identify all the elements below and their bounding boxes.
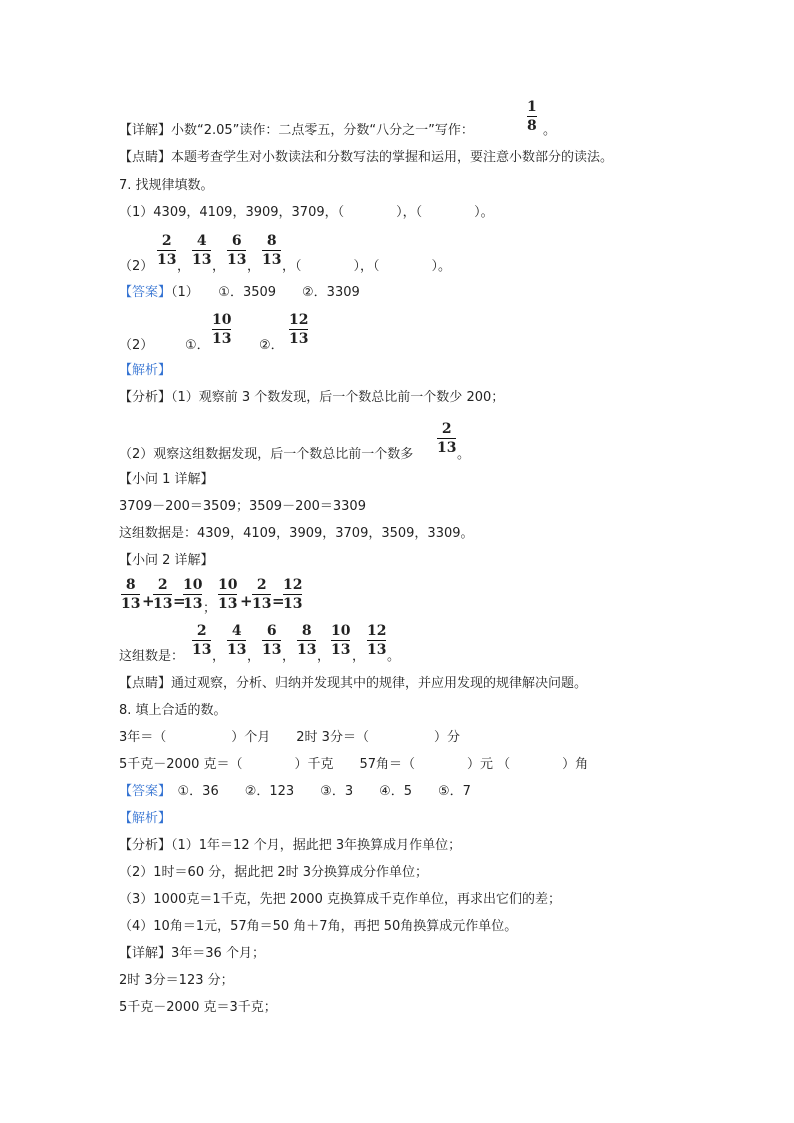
q8-detail-2: 2时 3分＝123 分； [119, 973, 234, 988]
q8-analysis-2: （2）1时＝60 分，据此把 2时 3分换算成分作单位； [119, 865, 429, 880]
q7-part2-tail: ，（ ），（ ）。 [282, 259, 452, 274]
tip-line: 【点睛】本题考查学生对小数读法和分数写法的掌握和运用，要注意小数部分的读法。 [119, 150, 614, 165]
eq-frac-10: 10 13 [183, 577, 203, 612]
answer-circle-2: ②． [259, 338, 284, 353]
q7-answer-frac-10: 10 13 [212, 312, 232, 347]
q7-analysis-2: （2）观察这组数据发现，后一个数总比前一个数多 [119, 447, 414, 462]
detail-line [119, 123, 474, 139]
fraction-1-8: 1 8 [527, 99, 537, 134]
comma: ， [247, 259, 261, 274]
q8-analysis-3: （3）1000克＝1千克，先把 2000 克换算成千克作单位，再求出它们的差； [119, 892, 561, 907]
q7-sub1-label: 【小问 1 详解】 [119, 472, 214, 487]
detail-text: 【详解】小数“2.05”读作：二点零五，分数“八分之一”写作： [119, 123, 474, 138]
result-frac-10: 10 13 [331, 623, 351, 658]
question-7-part1: （1）4309，4109，3909，3709，（ ），（ ）。 [119, 205, 494, 220]
q7-frac-2: 4 13 [192, 233, 212, 268]
q8-analysis-4: （4）10角＝1元，57角＝50 角＋7角，再把 50角换算成元作单位。 [119, 919, 518, 934]
answer-label: 【答案】 [119, 285, 172, 300]
semicolon: ； [203, 601, 217, 616]
result-frac-4: 4 13 [227, 623, 247, 658]
plus-sign: + [240, 592, 253, 610]
q8-detail-1: 【详解】3年＝36 个月； [119, 946, 265, 961]
eq-frac-8: 8 13 [121, 577, 141, 612]
question-8-title: 8. 填上合适的数。 [119, 703, 227, 718]
comma: ， [247, 649, 261, 664]
question-8-line2: 5千克－2000 克＝（ ）千克 57角＝（ ）元 （ ）角 [119, 757, 589, 772]
answer-circle-1: ①． [185, 338, 210, 353]
question-7-part2-label: （2） [119, 259, 154, 274]
comma: ， [282, 649, 296, 664]
q7-jiexi-label: 【解析】 [119, 363, 172, 378]
q7-frac-3: 6 13 [227, 233, 247, 268]
q7-frac-4: 8 13 [262, 233, 282, 268]
equals-sign: = [173, 592, 186, 610]
q8-answers: ①．36 ②．123 ③．3 ④．5 ⑤．7 [164, 784, 471, 799]
q7-tip: 【点睛】通过观察，分析、归纳并发现其中的规律，并应用发现的规律解决问题。 [119, 676, 588, 691]
equals-sign: = [272, 592, 285, 610]
q7-frac-1: 2 13 [157, 233, 177, 268]
eq-frac-12: 12 13 [283, 577, 303, 612]
q7-analysis-1: 【分析】（1）观察前 3 个数发现，后一个数总比前一个数少 200； [119, 390, 505, 405]
question-7-title: 7. 找规律填数。 [119, 178, 214, 193]
eq-frac-10b: 10 13 [218, 577, 238, 612]
q7-sub2-result-label: 这组数是： [119, 649, 185, 664]
comma: ， [212, 259, 226, 274]
result-frac-2: 2 13 [192, 623, 212, 658]
q7-answer-frac-12: 12 13 [289, 312, 309, 347]
result-frac-12: 12 13 [367, 623, 387, 658]
eq-frac-2: 2 13 [153, 577, 173, 612]
answer-label: 【答案】 [119, 784, 165, 799]
q7-answer-2-label: （2） [119, 338, 154, 353]
result-frac-8: 8 13 [297, 623, 317, 658]
q8-detail-3: 5千克－2000 克＝3千克； [119, 1000, 277, 1015]
q7-sub1-result: 这组数据是：4309，4109，3909，3709，3509，3309。 [119, 526, 474, 541]
q8-analysis-1: 【分析】（1）1年＝12 个月，据此把 3年换算成月作单位； [119, 838, 462, 853]
q7-analysis-frac: 2 13 [437, 421, 457, 456]
comma: ， [177, 259, 191, 274]
q7-sub2-label: 【小问 2 详解】 [119, 553, 214, 568]
plus-sign: + [142, 592, 155, 610]
question-8-line1: 3年＝（ ）个月 2时 3分＝（ ）分 [119, 730, 460, 745]
period: 。 [543, 123, 557, 138]
eq-frac-2b: 2 13 [252, 577, 272, 612]
q7-sub1-calc: 3709－200＝3509；3509－200＝3309 [119, 499, 366, 514]
comma: ， [352, 649, 366, 664]
q8-jiexi-label: 【解析】 [119, 811, 172, 826]
period: 。 [457, 447, 471, 462]
period: 。 [387, 649, 401, 664]
q8-answer-line [119, 784, 471, 800]
comma: ， [212, 649, 226, 664]
q7-answer-line [119, 285, 360, 301]
answer-1: （1） ①．3509 ②．3309 [171, 285, 360, 300]
comma: ， [317, 649, 331, 664]
result-frac-6: 6 13 [262, 623, 282, 658]
